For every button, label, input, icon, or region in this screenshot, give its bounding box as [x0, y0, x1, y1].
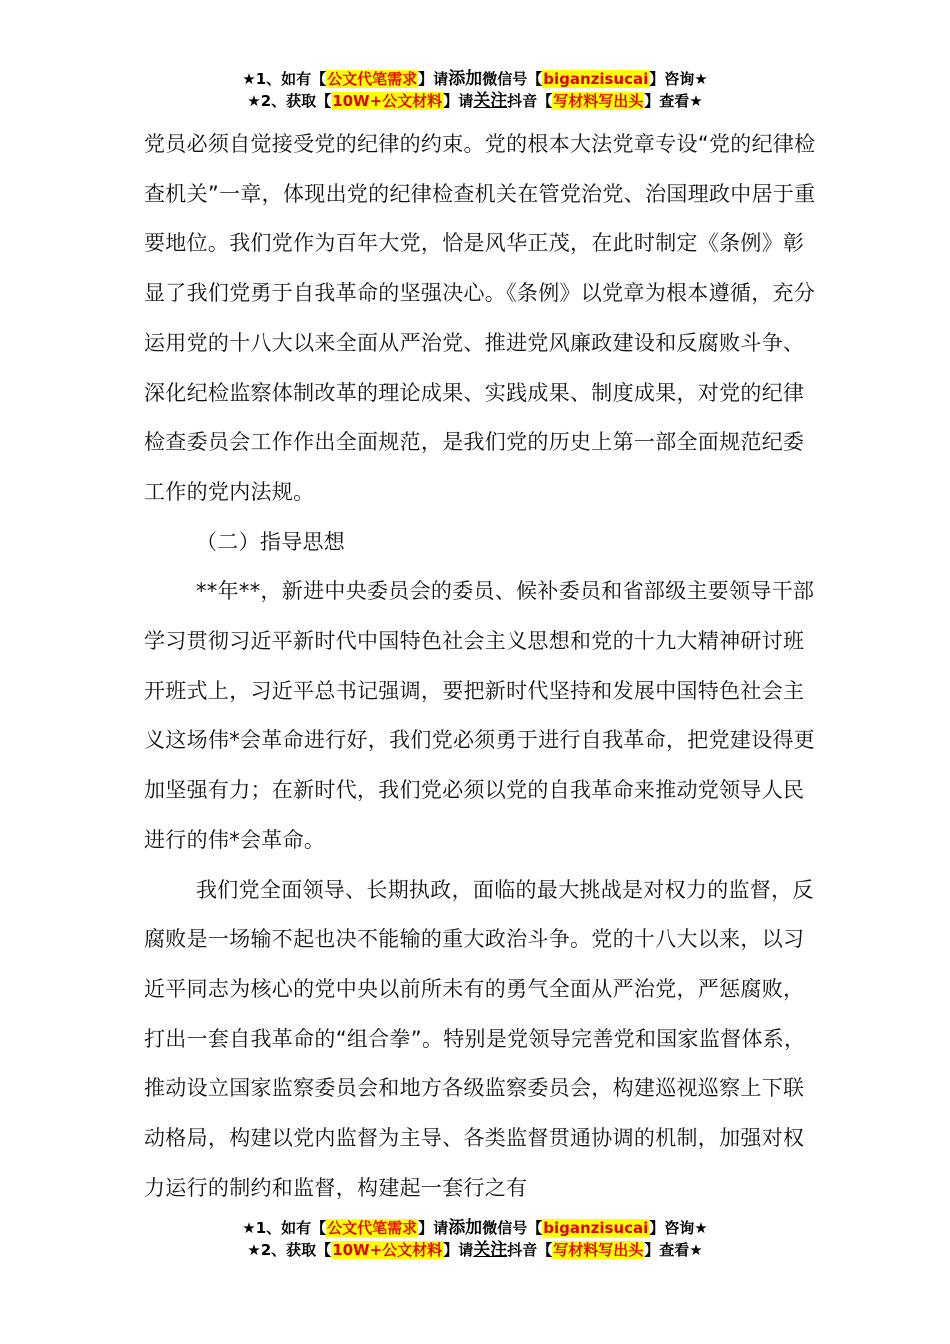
promo-highlight: 公文代笔需求: [327, 1219, 418, 1237]
footer-promo-banner: [0, 1217, 950, 1261]
promo-wechat-id: biganzisucai: [543, 1219, 649, 1237]
promo-line-2: ★2、获取【10W+公文材料】请关注抖音【写材料写出头】查看★: [247, 1240, 703, 1260]
promo-highlight: 10W+公文材料: [332, 92, 443, 110]
section-heading: （二）指导思想: [196, 529, 346, 554]
header-promo-banner: [0, 68, 950, 112]
promo-highlight: 10W+公文材料: [332, 1241, 443, 1259]
document-body: [144, 120, 824, 1213]
promo-line-2: ★2、获取【10W+公文材料】请关注抖音【写材料写出头】查看★: [247, 91, 703, 111]
promo-line-1: ★1、如有【公文代笔需求】请添加微信号【biganzisucai】咨询★: [242, 69, 708, 89]
body-paragraph: 我们党全面领导、长期执政，面临的最大挑战是对权力的监督，反腐败是一场输不起也决不能输的重大政治斗争。党的十八大以来，以习近平同志为核心的党中央以前所未有的勇气全面从严治党，严惩腐败，打出一套自我革命的“组合拳”。特别是党领导完善党和国家监督体系，推动设立国家监察委员会和地方各级监察委员会，构建巡视巡察上下联动格局，构建以党内监督为主导、各类监督贯通协调的机制，加强对权力运行的制约和监督，构建起一套行之有: [144, 877, 814, 1200]
promo-douyin-account: 写材料写出头: [553, 92, 644, 110]
promo-wechat-id: biganzisucai: [543, 70, 649, 88]
promo-line-1: ★1、如有【公文代笔需求】请添加微信号【biganzisucai】咨询★: [242, 1218, 708, 1238]
body-paragraph: 党员必须自觉接受党的纪律的约束。党的根本大法党章专设“党的纪律检查机关”一章，体现出党的纪律检查机关在管党治党、治国理政中居于重要地位。我们党作为百年大党，恰是风华正茂，在此时制定《条例》彰显了我们党勇于自我革命的坚强决心。《条例》以党章为根本遵循，充分运用党的十八大以来全面从严治党、推进党风廉政建设和反腐败斗争、深化纪检监察体制改革的理论成果、实践成果、制度成果，对党的纪律检查委员会工作作出全面规范，是我们党的历史上第一部全面规范纪委工作的党内法规。: [144, 132, 816, 504]
promo-douyin-account: 写材料写出头: [553, 1241, 644, 1259]
promo-highlight: 公文代笔需求: [327, 70, 418, 88]
body-paragraph: **年**，新进中央委员会的委员、候补委员和省部级主要领导干部学习贯彻习近平新时代中国特色社会主义思想和党的十九大精神研讨班开班式上，习近平总书记强调，要把新时代坚持和发展中国特色社会主义这场伟*会革命进行好，我们党必须勇于进行自我革命，把党建设得更加坚强有力；在新时代，我们党必须以党的自我革命来推动党领导人民进行的伟*会革命。: [144, 579, 816, 852]
